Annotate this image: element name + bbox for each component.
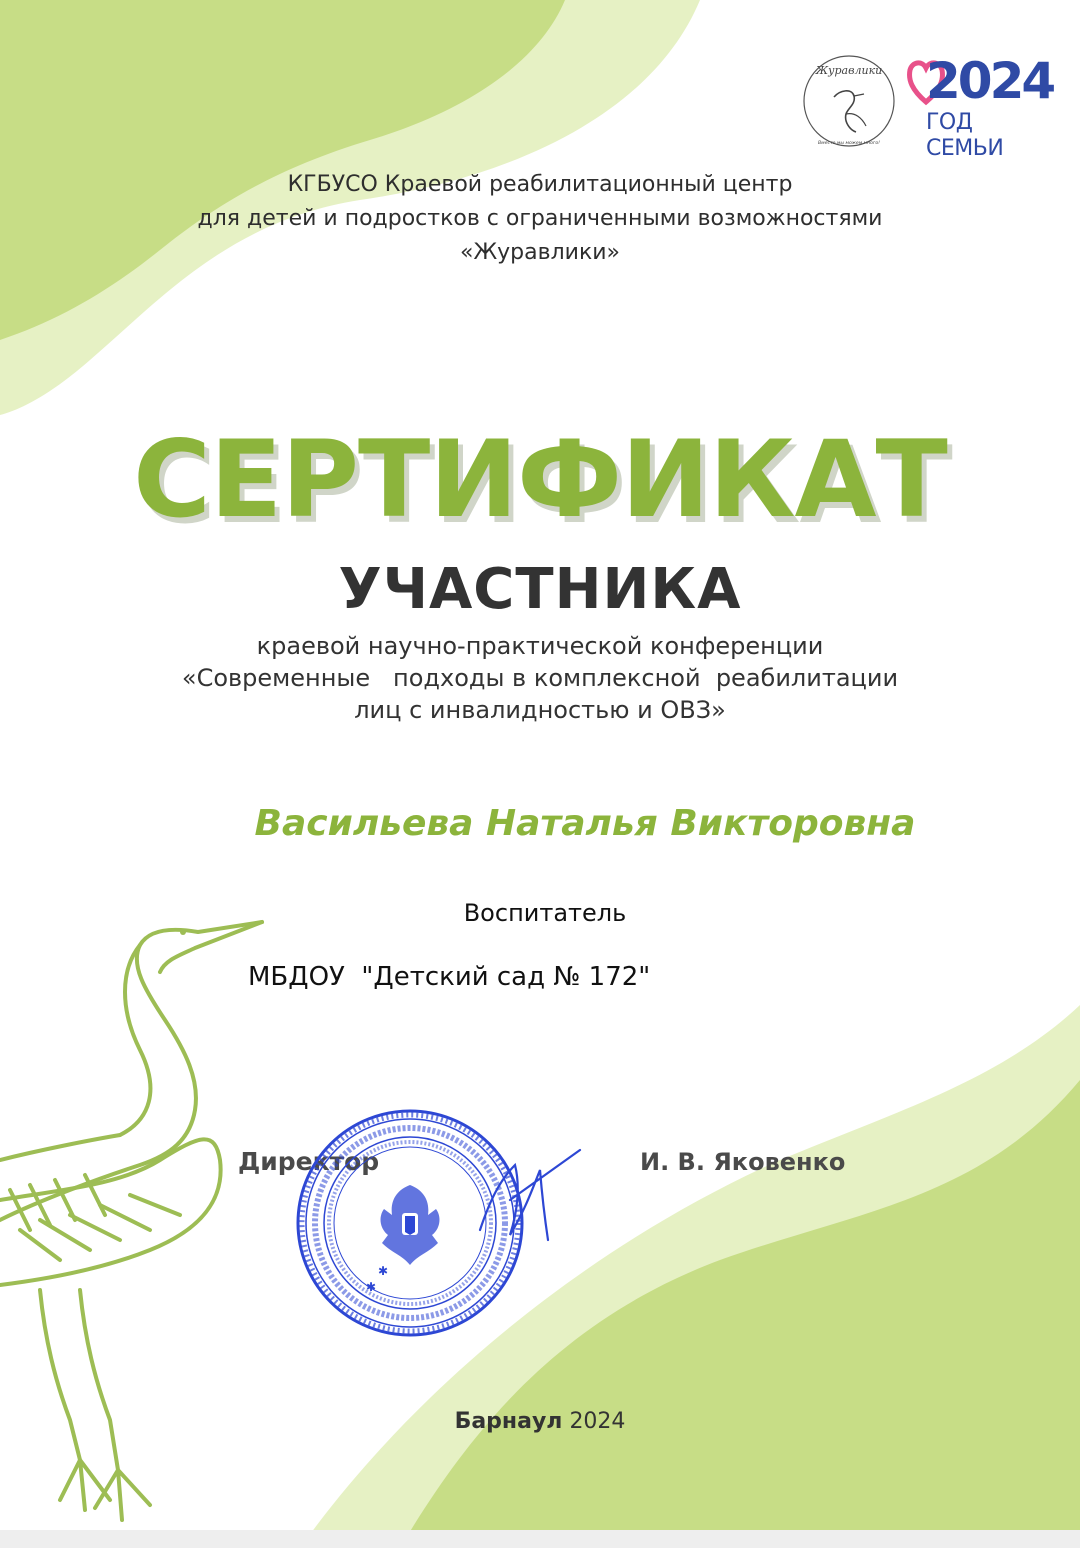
conference-description (140, 630, 940, 726)
recipient-position: Воспитатель (463, 899, 627, 927)
svg-text:✱: ✱ (378, 1264, 389, 1278)
conference-line-2: «Современные подходы в комплексной реабилитации (181, 664, 899, 692)
handwritten-signature-icon (470, 1140, 590, 1250)
recipient-workplace: МБДОУ "Детский сад № 172" (248, 962, 651, 992)
director-label: Директор (238, 1147, 380, 1176)
recipient-name: Васильева Наталья Викторовна (254, 803, 916, 844)
svg-text:✱: ✱ (366, 1280, 377, 1294)
director-name: И. В. Яковенко (640, 1148, 846, 1176)
footer-year: 2024 (569, 1409, 626, 1434)
organization-header (140, 168, 940, 270)
organization-line-2: для детей и подростков с ограниченными возможностями (197, 206, 883, 231)
certificate-subtitle: УЧАСТНИКА (338, 557, 742, 622)
year-number: 2024 (926, 52, 1054, 110)
footer-city: Барнаул (454, 1409, 563, 1434)
svg-text:Вместе мы можем много!: Вместе мы можем много! (818, 141, 880, 146)
year-caption: ГОД СЕМЬИ (926, 110, 1004, 161)
svg-text:Журавлики: Журавлики (815, 64, 883, 77)
organization-line-3: «Журавлики» (460, 240, 620, 265)
conference-line-1: краевой научно-практической конференции (256, 632, 824, 660)
crane-logo-icon (800, 52, 898, 150)
bottom-strip (0, 1530, 1080, 1548)
certificate-title: СЕРТИФИКАТ (133, 418, 947, 541)
conference-line-3: лиц с инвалидностью и ОВЗ» (354, 696, 726, 724)
organization-line-1: КГБУСО Краевой реабилитационный центр (287, 172, 793, 197)
footer-place (420, 1402, 660, 1442)
heart-2024-logo-icon (906, 50, 1054, 161)
